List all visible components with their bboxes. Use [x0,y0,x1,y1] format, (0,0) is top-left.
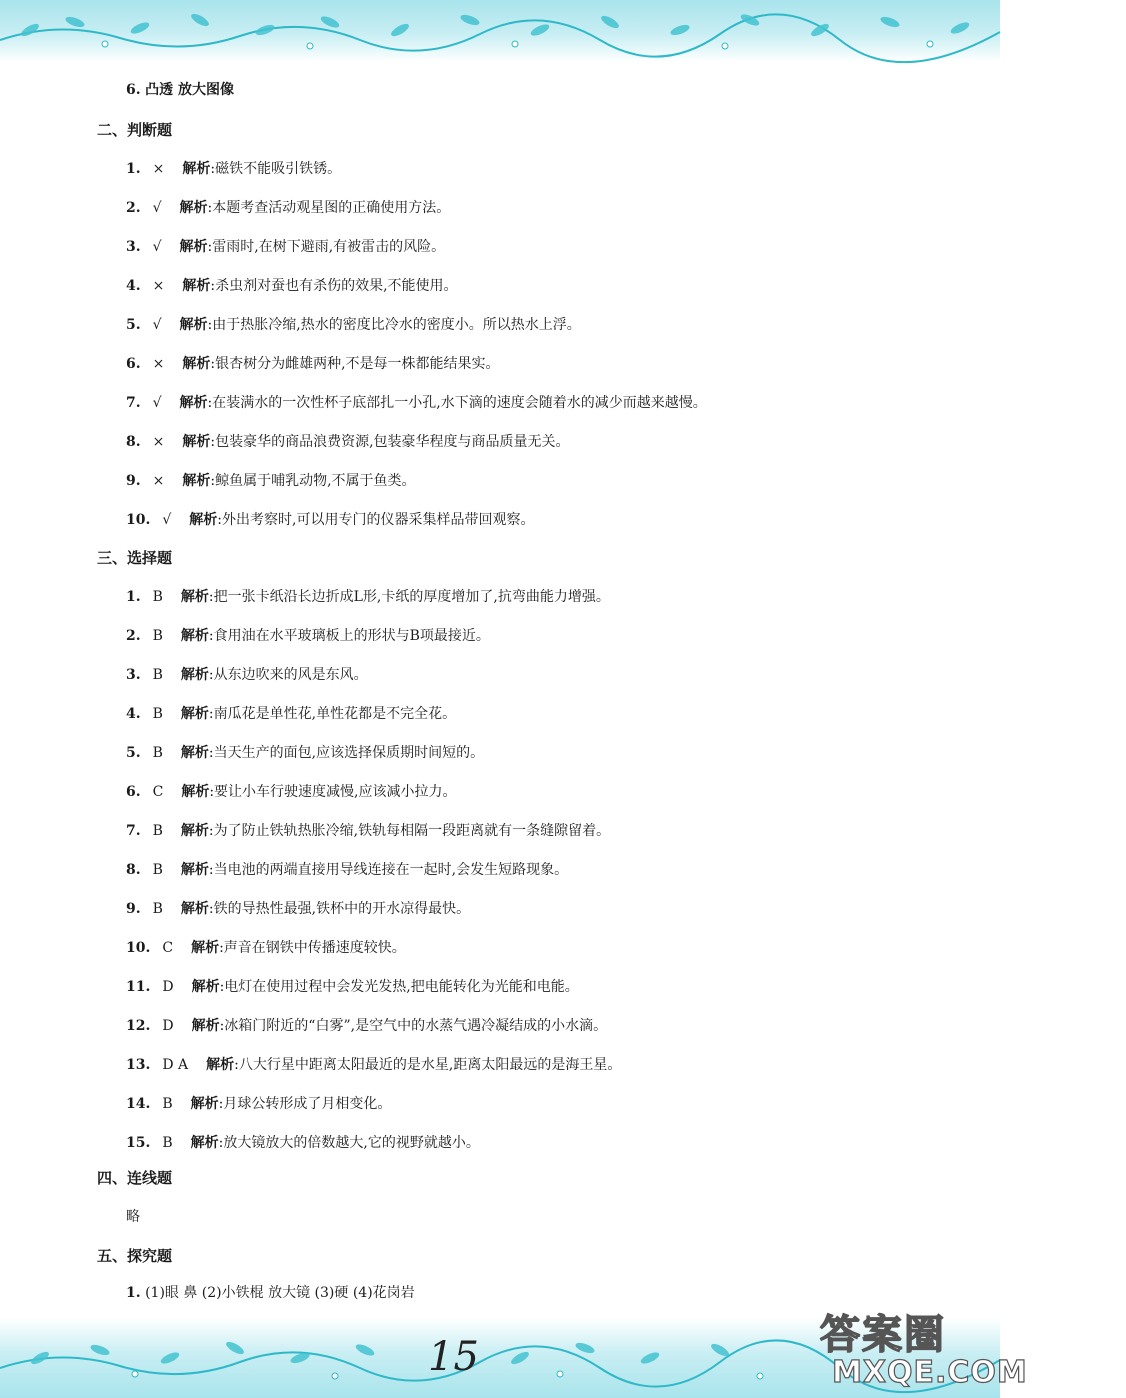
answer-row [126,1131,1126,1155]
answer-row [126,663,1126,687]
answer-mark: B [152,628,163,644]
watermark-sub-text: MXQE.COM [832,1355,1028,1390]
explanation-text: :放大镜放大的倍数越大,它的视野就越小。 [218,1135,480,1151]
answer-mark: B [152,862,163,878]
answer-mark: × [152,356,165,372]
watermark-main-text: 答案圈 [820,1312,946,1358]
explanation-text: :声音在钢铁中传播速度较快。 [219,940,406,956]
answer-row [126,235,1126,259]
inquiry-item-number: 1. [126,1285,141,1301]
answer-row [126,585,1126,609]
explanation-label: 解析 [179,239,208,255]
answer-number: 1. [126,589,141,605]
inquiry-item-text: (1)眼 鼻 (2)小铁棍 放大镜 (3)硬 (4)花岗岩 [145,1285,415,1301]
matching-answer: 略 [126,1209,140,1225]
answer-number: 2. [126,200,141,216]
answer-mark: √ [152,395,162,411]
top-item-number: 6. [126,82,141,98]
top-item [126,78,1126,102]
section-title-judgement: 二、判断题 [97,121,173,139]
explanation-text: :杀虫剂对蚕也有杀伤的效果,不能使用。 [210,278,458,294]
explanation-text: :外出考察时,可以用专门的仪器采集样品带回观察。 [217,512,535,528]
answer-number: 5. [126,745,141,761]
answer-row [126,430,1126,454]
answer-mark: C [162,940,174,956]
answer-number: 5. [126,317,141,333]
answer-number: 10. [126,512,151,528]
explanation-text: :要让小车行驶速度减慢,应该减小拉力。 [209,784,457,800]
answer-number: 6. [126,356,141,372]
answer-row [126,897,1126,921]
answer-number: 3. [126,667,141,683]
answer-mark: D A [162,1057,189,1073]
answer-row [126,313,1126,337]
answer-number: 9. [126,901,141,917]
explanation-text: :雷雨时,在树下避雨,有被雷击的风险。 [207,239,446,255]
explanation-label: 解析 [182,473,211,489]
explanation-label: 解析 [180,589,209,605]
site-watermark-logo [820,1303,1028,1393]
explanation-label: 解析 [182,356,211,372]
explanation-label: 解析 [180,901,209,917]
vine-leaf-pattern-top [0,0,1000,62]
answer-row [126,819,1126,843]
answer-mark: B [152,901,163,917]
answer-mark: √ [152,200,162,216]
explanation-text: :当电池的两端直接用导线连接在一起时,会发生短路现象。 [208,862,569,878]
answer-number: 11. [126,979,151,995]
answer-mark: B [152,706,163,722]
answer-mark: × [152,278,165,294]
explanation-label: 解析 [180,862,209,878]
answer-number: 7. [126,395,141,411]
answer-row [126,936,1126,960]
explanation-label: 解析 [179,317,208,333]
answer-number: 9. [126,473,141,489]
answer-number: 3. [126,239,141,255]
explanation-text: :由于热胀冷缩,热水的密度比冷水的密度小。所以热水上浮。 [207,317,581,333]
answer-mark: D [162,979,174,995]
answer-mark: B [152,589,163,605]
answer-row [126,274,1126,298]
section-title-inquiry: 五、探究题 [97,1247,173,1265]
answer-number: 1. [126,161,141,177]
answer-row [126,196,1126,220]
explanation-label: 解析 [191,940,220,956]
explanation-text: :包装豪华的商品浪费资源,包装豪华程度与商品质量无关。 [210,434,570,450]
explanation-label: 解析 [182,278,211,294]
explanation-text: :南瓜花是单性花,单性花都是不完全花。 [208,706,457,722]
answer-row [126,741,1126,765]
explanation-label: 解析 [180,667,209,683]
answer-row [126,508,1126,532]
explanation-text: :电灯在使用过程中会发光发热,把电能转化为光能和电能。 [219,979,579,995]
answer-number: 4. [126,706,141,722]
explanation-label: 解析 [180,745,209,761]
answer-number: 8. [126,434,141,450]
answer-row [126,352,1126,376]
answer-row [126,858,1126,882]
explanation-label: 解析 [182,434,211,450]
explanation-text: :鲸鱼属于哺乳动物,不属于鱼类。 [210,473,416,489]
answer-number: 6. [126,784,141,800]
top-item-text: 凸透 放大图像 [145,82,234,98]
explanation-label: 解析 [191,979,220,995]
explanation-label: 解析 [180,823,209,839]
answer-number: 8. [126,862,141,878]
explanation-text: :在装满水的一次性杯子底部扎一小孔,水下滴的速度会随着水的减少而越来越慢。 [207,395,707,411]
explanation-label: 解析 [180,706,209,722]
explanation-text: :磁铁不能吸引铁锈。 [210,161,342,177]
section-title-matching: 四、连线题 [97,1169,173,1187]
answer-number: 10. [126,940,151,956]
answer-number: 7. [126,823,141,839]
explanation-text: :把一张卡纸沿长边折成L形,卡纸的厚度增加了,抗弯曲能力增强。 [208,589,610,605]
answer-number: 14. [126,1096,151,1112]
answer-mark: × [152,434,165,450]
explanation-text: :铁的导热性最强,铁杯中的开水凉得最快。 [208,901,471,917]
explanation-text: :本题考查活动观星图的正确使用方法。 [207,200,451,216]
explanation-label: 解析 [191,1018,220,1034]
answer-row [126,157,1126,181]
explanation-text: :为了防止铁轨热胀冷缩,铁轨每相隔一段距离就有一条缝隙留着。 [208,823,611,839]
answer-mark: × [152,161,165,177]
explanation-text: :月球公转形成了月相变化。 [218,1096,392,1112]
explanation-label: 解析 [179,395,208,411]
explanation-text: :当天生产的面包,应该选择保质期时间短的。 [208,745,485,761]
explanation-label: 解析 [190,1135,219,1151]
explanation-label: 解析 [190,1096,219,1112]
answer-mark: B [152,745,163,761]
answer-number: 15. [126,1135,151,1151]
answer-row [126,1092,1126,1116]
explanation-label: 解析 [180,628,209,644]
answer-row [126,469,1126,493]
explanation-text: :八大行星中距离太阳最近的是水星,距离太阳最远的是海王星。 [234,1057,622,1073]
answer-mark: √ [152,239,162,255]
explanation-label: 解析 [179,200,208,216]
answer-number: 12. [126,1018,151,1034]
answer-row [126,624,1126,648]
top-decorative-border [0,0,1000,62]
answer-mark: C [152,784,164,800]
answer-row [126,975,1126,999]
answer-mark: B [162,1135,173,1151]
answer-mark: B [152,823,163,839]
explanation-label: 解析 [182,161,211,177]
answer-number: 13. [126,1057,151,1073]
answer-row [126,780,1126,804]
answer-row [126,391,1126,415]
answer-row [126,1014,1126,1038]
explanation-label: 解析 [181,784,210,800]
inquiry-item [126,1281,1126,1305]
explanation-label: 解析 [206,1057,235,1073]
answer-mark: √ [162,512,172,528]
answer-number: 4. [126,278,141,294]
answer-mark: B [152,667,163,683]
explanation-text: :冰箱门附近的“白雾”,是空气中的水蒸气遇冷凝结成的小水滴。 [219,1018,608,1034]
explanation-label: 解析 [189,512,218,528]
answer-row [126,1053,1126,1077]
explanation-text: :从东边吹来的风是东风。 [208,667,368,683]
answer-mark: B [162,1096,173,1112]
answer-number: 2. [126,628,141,644]
section-title-choice: 三、选择题 [97,549,173,567]
explanation-text: :食用油在水平玻璃板上的形状与B项最接近。 [208,628,490,644]
explanation-text: :银杏树分为雌雄两种,不是每一株都能结果实。 [210,356,500,372]
answer-row [126,702,1126,726]
answer-mark: D [162,1018,174,1034]
answer-mark: × [152,473,165,489]
answer-mark: √ [152,317,162,333]
page-number: 15 [428,1334,479,1380]
